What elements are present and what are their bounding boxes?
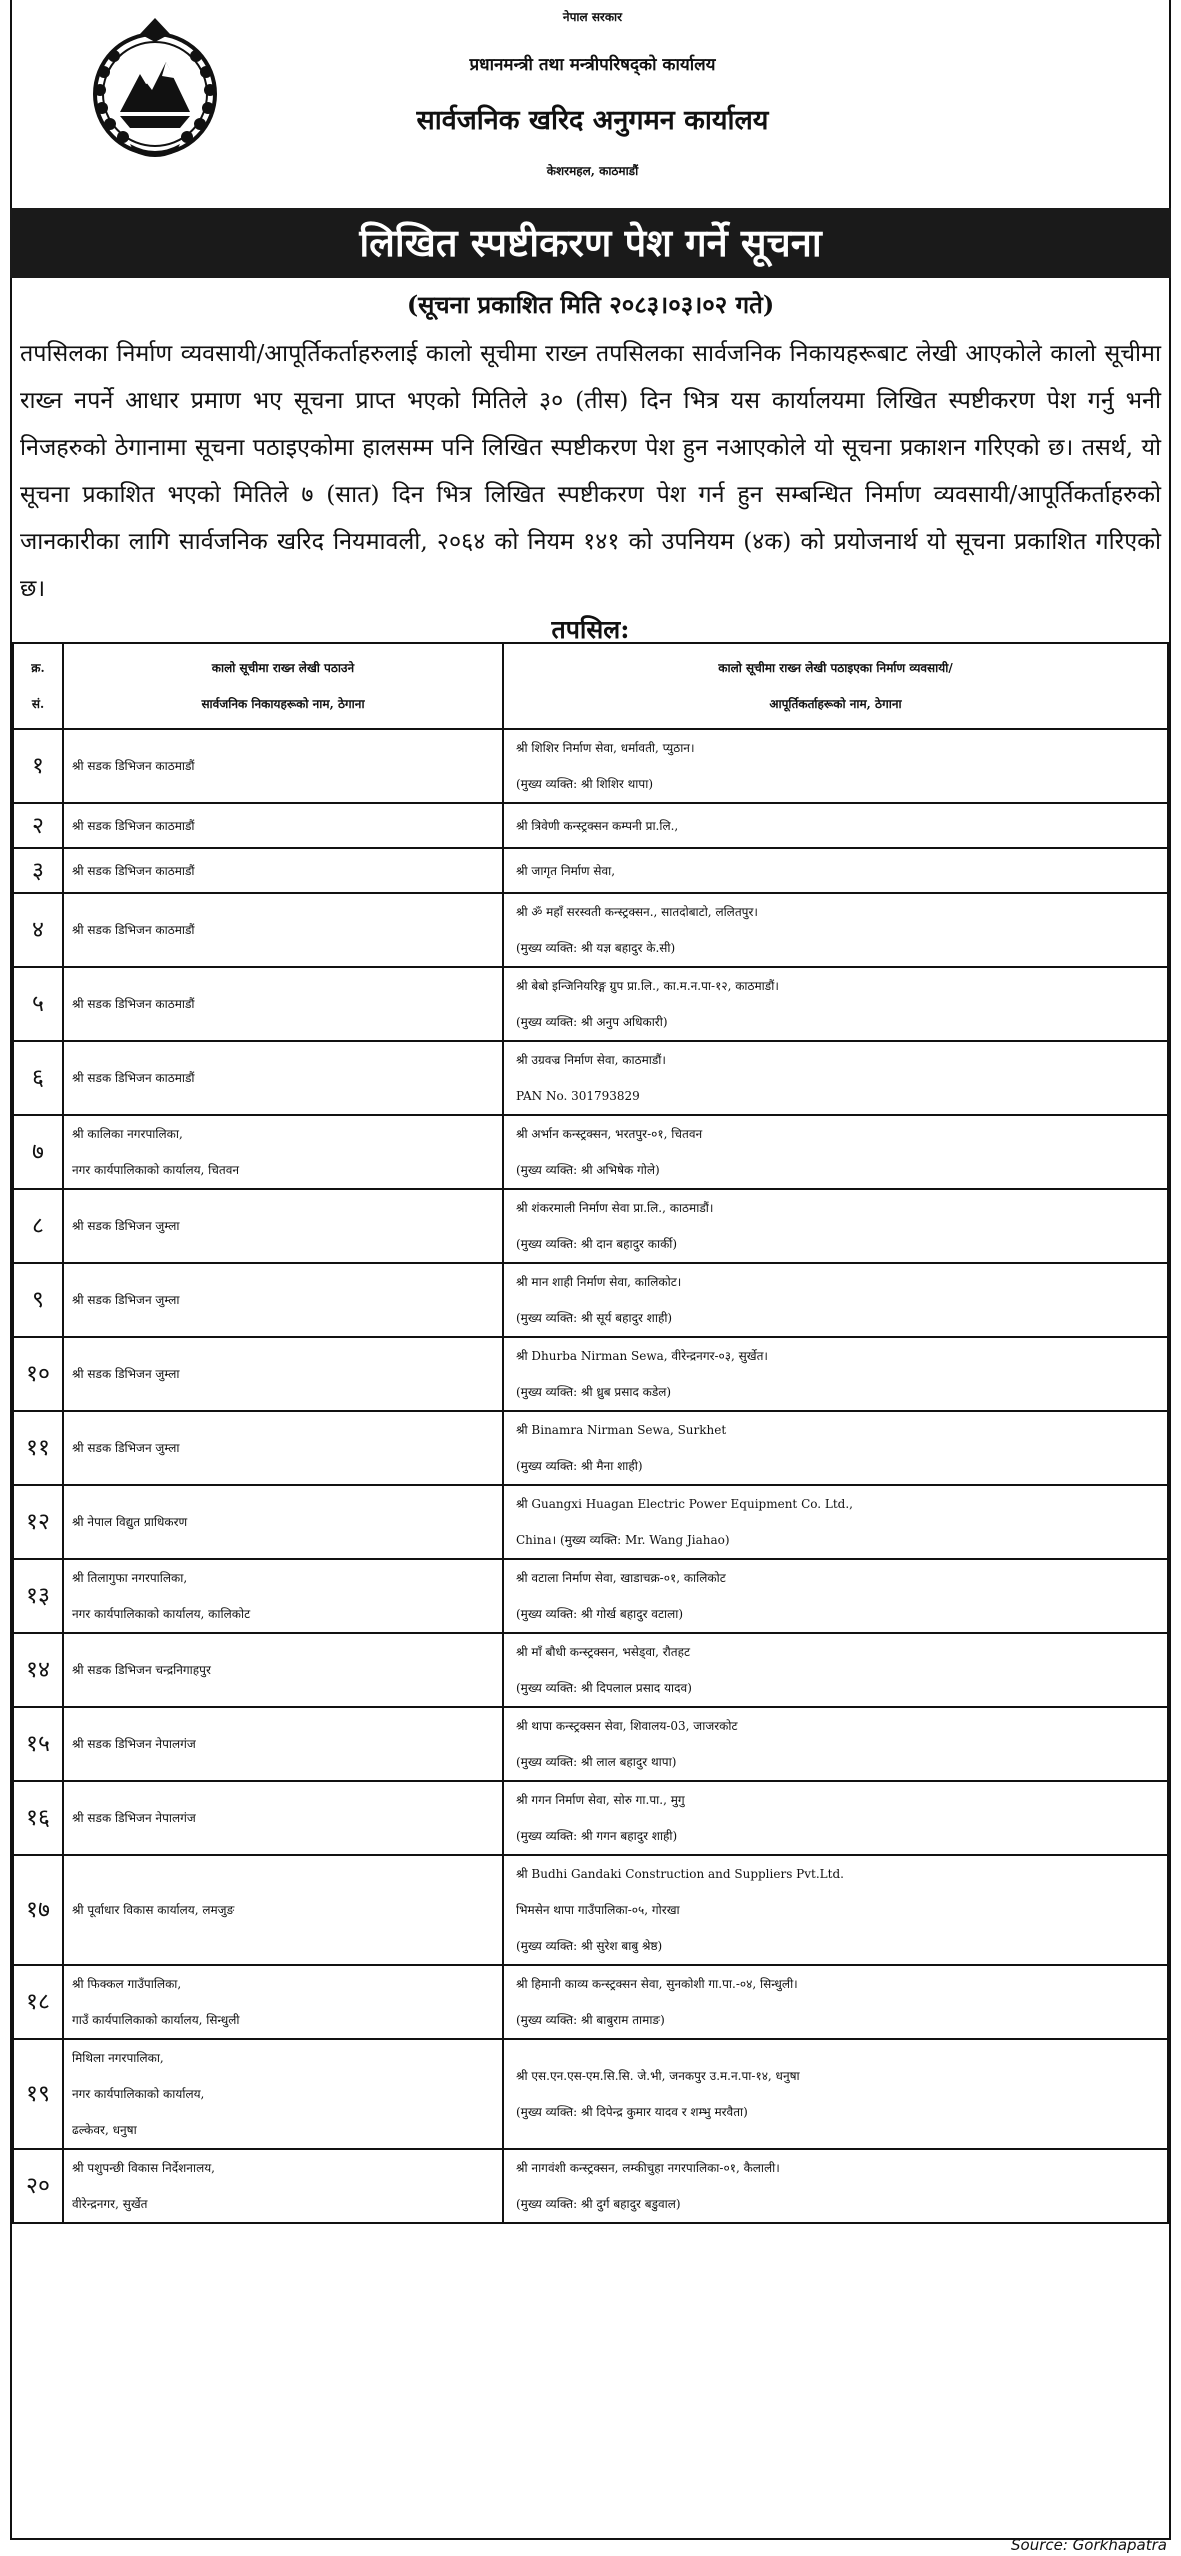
row-contractor	[503, 2039, 1168, 2149]
public-entity-line: नगर कार्यपालिकाको कार्यालय, कालिकोट	[72, 1607, 251, 1621]
public-entity-line: श्री सडक डिभिजन काठमाडौं	[72, 863, 195, 878]
contractor-line: (मुख्य व्यक्ति: श्री गगन बहादुर शाही)	[516, 1829, 678, 1843]
public-entity-line: नगर कार्यपालिकाको कार्यालय, चितवन	[72, 1163, 240, 1177]
row-public-entity	[63, 1855, 503, 1965]
row-public-entity	[63, 2149, 503, 2223]
public-entity-line: नगर कार्यपालिकाको कार्यालय,	[72, 2087, 205, 2101]
public-entity-line: श्री पूर्वाधार विकास कार्यालय, लमजुङ	[72, 1903, 235, 1917]
row-serial-number: १४	[13, 1633, 63, 1707]
public-entity-line: ढल्केवर, धनुषा	[72, 2123, 137, 2137]
row-public-entity	[63, 729, 503, 803]
public-entity-line: श्री सडक डिभिजन जुम्ला	[72, 1441, 180, 1455]
row-contractor	[503, 1115, 1168, 1189]
contractor-line: PAN No. 301793829	[516, 1089, 640, 1103]
row-public-entity	[63, 1189, 503, 1263]
public-entity-line: गाउँ कार्यपालिकाको कार्यालय, सिन्धुली	[72, 2013, 240, 2027]
row-serial-number: १९	[13, 2039, 63, 2149]
row-contractor	[503, 1411, 1168, 1485]
contractor-line: श्री थापा कन्स्ट्रक्सन सेवा, शिवालय-03, जाजरकोट	[516, 1719, 738, 1733]
public-entity-line: श्री सडक डिभिजन जुम्ला	[72, 1219, 180, 1233]
contractor-line: श्री त्रिवेणी कन्स्ट्रक्सन कम्पनी प्रा.लि.,	[516, 818, 679, 833]
row-serial-number: १२	[13, 1485, 63, 1559]
table-row	[13, 1041, 1168, 1115]
contractor-line: (मुख्य व्यक्ति: श्री शिशिर थापा)	[516, 777, 654, 791]
contractor-line: (मुख्य व्यक्ति: श्री दान बहादुर कार्की)	[516, 1237, 678, 1251]
row-contractor	[503, 1965, 1168, 2039]
contractor-line: (मुख्य व्यक्ति: श्री गोर्ख बहादुर वटाला)	[516, 1607, 684, 1621]
row-contractor	[503, 848, 1168, 893]
table-row	[13, 1485, 1168, 1559]
public-entity-line: श्री सडक डिभिजन जुम्ला	[72, 1367, 180, 1381]
row-serial-number: ४	[13, 893, 63, 967]
public-entity-line: श्री नेपाल विद्युत प्राधिकरण	[72, 1515, 188, 1529]
contractor-line: (मुख्य व्यक्ति: श्री ध्रुब प्रसाद कडेल)	[516, 1385, 672, 1399]
row-public-entity	[63, 967, 503, 1041]
contractor-line: श्री गगन निर्माण सेवा, सोरु गा.पा., मुगु	[516, 1793, 685, 1807]
sn-header-line2: सं.	[31, 697, 45, 711]
table-row	[13, 1263, 1168, 1337]
row-contractor	[503, 1041, 1168, 1115]
row-public-entity	[63, 1781, 503, 1855]
contractor-line: (मुख्य व्यक्ति: श्री मैना शाही)	[516, 1459, 643, 1473]
header-line-government: नेपाल सरकार	[562, 10, 623, 24]
row-contractor	[503, 1633, 1168, 1707]
row-contractor	[503, 2149, 1168, 2223]
header-line-address: केशरमहल, काठमाडौं	[546, 164, 639, 178]
row-contractor	[503, 729, 1168, 803]
header-line-pm-office: प्रधानमन्त्री तथा मन्त्रीपरिषद्को कार्यालय	[469, 55, 716, 75]
row-contractor	[503, 1485, 1168, 1559]
entity-header	[63, 643, 503, 729]
contractor-line: श्री ॐ महाँ सरस्वती कन्स्ट्रक्सन., सातदोबाटो, ललितपुर।	[516, 905, 758, 919]
contractor-line: (मुख्य व्यक्ति: श्री सूर्य बहादुर शाही)	[516, 1311, 673, 1325]
notice-title: लिखित स्पष्टीकरण पेश गर्ने सूचना	[10, 208, 1171, 278]
public-entity-line: श्री सडक डिभिजन काठमाडौं	[72, 1071, 195, 1085]
row-public-entity	[63, 1263, 503, 1337]
table-row	[13, 1115, 1168, 1189]
row-serial-number: ३	[13, 848, 63, 893]
row-contractor	[503, 1559, 1168, 1633]
row-serial-number: २	[13, 803, 63, 848]
public-entity-line: वीरेन्द्रनगर, सुर्खेत	[72, 2197, 148, 2211]
row-serial-number: १८	[13, 1965, 63, 2039]
public-entity-line: श्री कालिका नगरपालिका,	[72, 1127, 183, 1141]
row-serial-number: ११	[13, 1411, 63, 1485]
row-serial-number: १७	[13, 1855, 63, 1965]
contractor-line: श्री नागवंशी कन्स्ट्रक्सन, लम्कीचुहा नगरपालिका-०१, कैलाली।	[516, 2161, 780, 2175]
row-serial-number: १५	[13, 1707, 63, 1781]
row-contractor	[503, 893, 1168, 967]
row-serial-number: २०	[13, 2149, 63, 2223]
row-serial-number: ९	[13, 1263, 63, 1337]
row-public-entity	[63, 1337, 503, 1411]
contractor-line: (मुख्य व्यक्ति: श्री सुरेश बाबु श्रेष्ठ)	[516, 1939, 663, 1953]
contractor-line: श्री शंकरमाली निर्माण सेवा प्रा.लि., काठमाडौं।	[516, 1201, 714, 1215]
row-contractor	[503, 1189, 1168, 1263]
entity-header-line1: कालो सूचीमा राख्न लेखी पठाउने	[211, 661, 355, 675]
table-row	[13, 729, 1168, 803]
row-contractor	[503, 1855, 1168, 1965]
contractor-line: (मुख्य व्यक्ति: श्री लाल बहादुर थापा)	[516, 1755, 677, 1769]
table-row	[13, 848, 1168, 893]
public-entity-line: श्री पशुपन्छी विकास निर्देशनालय,	[72, 2161, 215, 2175]
row-serial-number: ६	[13, 1041, 63, 1115]
table-row	[13, 1189, 1168, 1263]
row-public-entity	[63, 2039, 503, 2149]
header-line-ppmo: सार्वजनिक खरिद अनुगमन कार्यालय	[416, 105, 769, 136]
contractor-header-line2: आपूर्तिकर्ताहरूको नाम, ठेगाना	[769, 697, 902, 711]
public-entity-line: श्री सडक डिभिजन काठमाडौं	[72, 818, 195, 833]
row-public-entity	[63, 1633, 503, 1707]
public-entity-line: श्री सडक डिभिजन जुम्ला	[72, 1293, 180, 1307]
table-row	[13, 1855, 1168, 1965]
table-header-row	[13, 643, 1168, 729]
contractor-line: (मुख्य व्यक्ति: श्री बाबुराम तामाङ)	[516, 2013, 665, 2027]
contractor-line: (मुख्य व्यक्ति: श्री अभिषेक गोले)	[516, 1163, 660, 1177]
notice-body-text: तपसिलका निर्माण व्यवसायी/आपूर्तिकर्ताहरुलाई कालो सूचीमा राख्न तपसिलका सार्वजनिक निकायहरूबाट लेखी आएकोले कालो सूचीमा राख्न नपर्ने आधार प्रमाण भए सूचना प्राप्त भएको मितिले ३० (तीस) दिन भित्र यस कार्यालयमा लिखित स्पष्टीकरण पेश गर्नु भनी निजहरुको ठेगानामा सूचना पठाइएकोमा हालसम्म पनि लिखित स्पष्टीकरण पेश हुन नआएकोले यो सूचना प्रकाशन गरिएको छ। तसर्थ, यो सूचना प्रकाशित भएको मितिले ७ (सात) दिन भित्र लिखित स्पष्टीकरण पेश गर्न हुन सम्बन्धित निर्माण व्यवसायी/आपूर्तिकर्ताहरुको जानकारीका लागि सार्वजनिक खरिद नियमावली, २०६४ को नियम १४१ को उपनियम (४क) को प्रयोजनार्थ यो सूचना प्रकाशित गरिएको छ।	[20, 340, 1161, 602]
sn-header-line1: क्र.	[31, 661, 45, 675]
contractor-line: श्री एस.एन.एस-एम.सि.सि. जे.भी, जनकपुर उ.म.न.पा-१४, धनुषा	[516, 2069, 800, 2083]
contractor-line: (मुख्य व्यक्ति: श्री दिपलाल प्रसाद यादव)	[516, 1681, 692, 1695]
contractor-line: (मुख्य व्यक्ति: श्री यज्ञ बहादुर के.सी)	[516, 941, 676, 955]
table-row	[13, 2039, 1168, 2149]
contractor-line: श्री अर्भान कन्स्ट्रक्सन, भरतपुर-०१, चितवन	[516, 1127, 703, 1141]
contractor-header-line1: कालो सूचीमा राख्न लेखी पठाइएका निर्माण व्यवसायी/	[718, 661, 953, 675]
contractor-header	[503, 643, 1168, 729]
table-row	[13, 1411, 1168, 1485]
contractor-line: श्री शिशिर निर्माण सेवा, धर्मावती, प्युठान।	[516, 741, 695, 755]
row-serial-number: ८	[13, 1189, 63, 1263]
contractor-line: श्री वटाला निर्माण सेवा, खाडाचक्र-०१, कालिकोट	[516, 1571, 726, 1585]
row-serial-number: १६	[13, 1781, 63, 1855]
row-public-entity	[63, 1411, 503, 1485]
publication-date: (सूचना प्रकाशित मिति २०८३।०३।०२ गते)	[406, 290, 775, 319]
row-serial-number: १३	[13, 1559, 63, 1633]
entity-header-line2: सार्वजनिक निकायहरूको नाम, ठेगाना	[201, 697, 365, 711]
table-row	[13, 2149, 1168, 2223]
public-entity-line: श्री सडक डिभिजन काठमाडौं	[72, 759, 195, 773]
contractor-line: भिमसेन थापा गाउँपालिका-०५, गोरखा	[516, 1903, 680, 1917]
details-title: तपसिल:	[551, 615, 630, 644]
contractor-line: China। (मुख्य व्यक्ति: Mr. Wang Jiahao)	[516, 1533, 730, 1547]
row-serial-number: १	[13, 729, 63, 803]
contractor-line: श्री Guangxi Huagan Electric Power Equipment Co. Ltd.,	[516, 1497, 853, 1511]
row-contractor	[503, 1263, 1168, 1337]
row-contractor	[503, 1707, 1168, 1781]
table-row	[13, 1633, 1168, 1707]
table-row	[13, 1559, 1168, 1633]
row-public-entity	[63, 1707, 503, 1781]
row-contractor	[503, 967, 1168, 1041]
row-public-entity	[63, 1115, 503, 1189]
contractor-line: श्री जागृत निर्माण सेवा,	[516, 863, 616, 878]
table-body	[13, 729, 1168, 2223]
contractor-line: श्री हिमानी काव्य कन्स्ट्रक्सन सेवा, सुनकोशी गा.पा.-०४, सिन्धुली।	[516, 1977, 798, 1991]
row-contractor	[503, 1781, 1168, 1855]
contractor-line: (मुख्य व्यक्ति: श्री दिपेन्द्र कुमार यादव र शम्भु मरवैता)	[516, 2105, 748, 2119]
contractor-line: (मुख्य व्यक्ति: श्री दुर्ग बहादुर बडुवाल)	[516, 2197, 681, 2211]
row-contractor	[503, 803, 1168, 848]
public-entity-line: श्री तिलागुफा नगरपालिका,	[72, 1571, 188, 1585]
contractor-line: श्री Dhurba Nirman Sewa, वीरेन्द्रनगर-०३, सुर्खेत।	[516, 1349, 768, 1363]
table-row	[13, 967, 1168, 1041]
public-entity-line: श्री सडक डिभिजन काठमाडौं	[72, 997, 195, 1011]
table-row	[13, 803, 1168, 848]
contractor-line: श्री Budhi Gandaki Construction and Suppliers Pvt.Ltd.	[516, 1867, 844, 1881]
table-row	[13, 1707, 1168, 1781]
table-row	[13, 1337, 1168, 1411]
row-serial-number: ५	[13, 967, 63, 1041]
public-entity-line: श्री सडक डिभिजन चन्द्रनिगाहपुर	[72, 1663, 211, 1677]
source-credit: Source: Gorkhapatra	[1011, 2536, 1167, 2554]
row-public-entity	[63, 893, 503, 967]
contractor-line: (मुख्य व्यक्ति: श्री अनुप अधिकारी)	[516, 1015, 668, 1029]
notice-header	[10, 0, 1171, 208]
public-entity-line: श्री सडक डिभिजन काठमाडौं	[72, 923, 195, 937]
public-entity-line: श्री सडक डिभिजन नेपालगंज	[72, 1811, 196, 1825]
table-row	[13, 893, 1168, 967]
sn-header	[13, 643, 63, 729]
contractor-line: श्री मान शाही निर्माण सेवा, कालिकोट।	[516, 1275, 682, 1289]
public-entity-line: मिथिला नगरपालिका,	[72, 2051, 164, 2065]
nepal-emblem-icon	[80, 12, 230, 162]
blacklist-table	[12, 642, 1169, 2224]
row-serial-number: ७	[13, 1115, 63, 1189]
contractor-line: श्री उग्रवज्र निर्माण सेवा, काठमाडौं।	[516, 1053, 666, 1067]
row-contractor	[503, 1337, 1168, 1411]
row-public-entity	[63, 1485, 503, 1559]
public-entity-line: श्री सडक डिभिजन नेपालगंज	[72, 1737, 196, 1751]
row-public-entity	[63, 848, 503, 893]
row-public-entity	[63, 1041, 503, 1115]
row-public-entity	[63, 803, 503, 848]
row-public-entity	[63, 1965, 503, 2039]
contractor-line: श्री माँ बौधी कन्स्ट्रक्सन, भसेड्वा, रौतहट	[516, 1645, 691, 1659]
table-row	[13, 1781, 1168, 1855]
contractor-line: श्री Binamra Nirman Sewa, Surkhet	[516, 1423, 727, 1437]
row-public-entity	[63, 1559, 503, 1633]
table-row	[13, 1965, 1168, 2039]
contractor-line: श्री बेबो इन्जिनियरिङ्ग ग्रुप प्रा.लि., का.म.न.पा-१२, काठमाडौं।	[516, 979, 779, 993]
public-entity-line: श्री फिक्कल गाउँपालिका,	[72, 1977, 182, 1991]
row-serial-number: १०	[13, 1337, 63, 1411]
